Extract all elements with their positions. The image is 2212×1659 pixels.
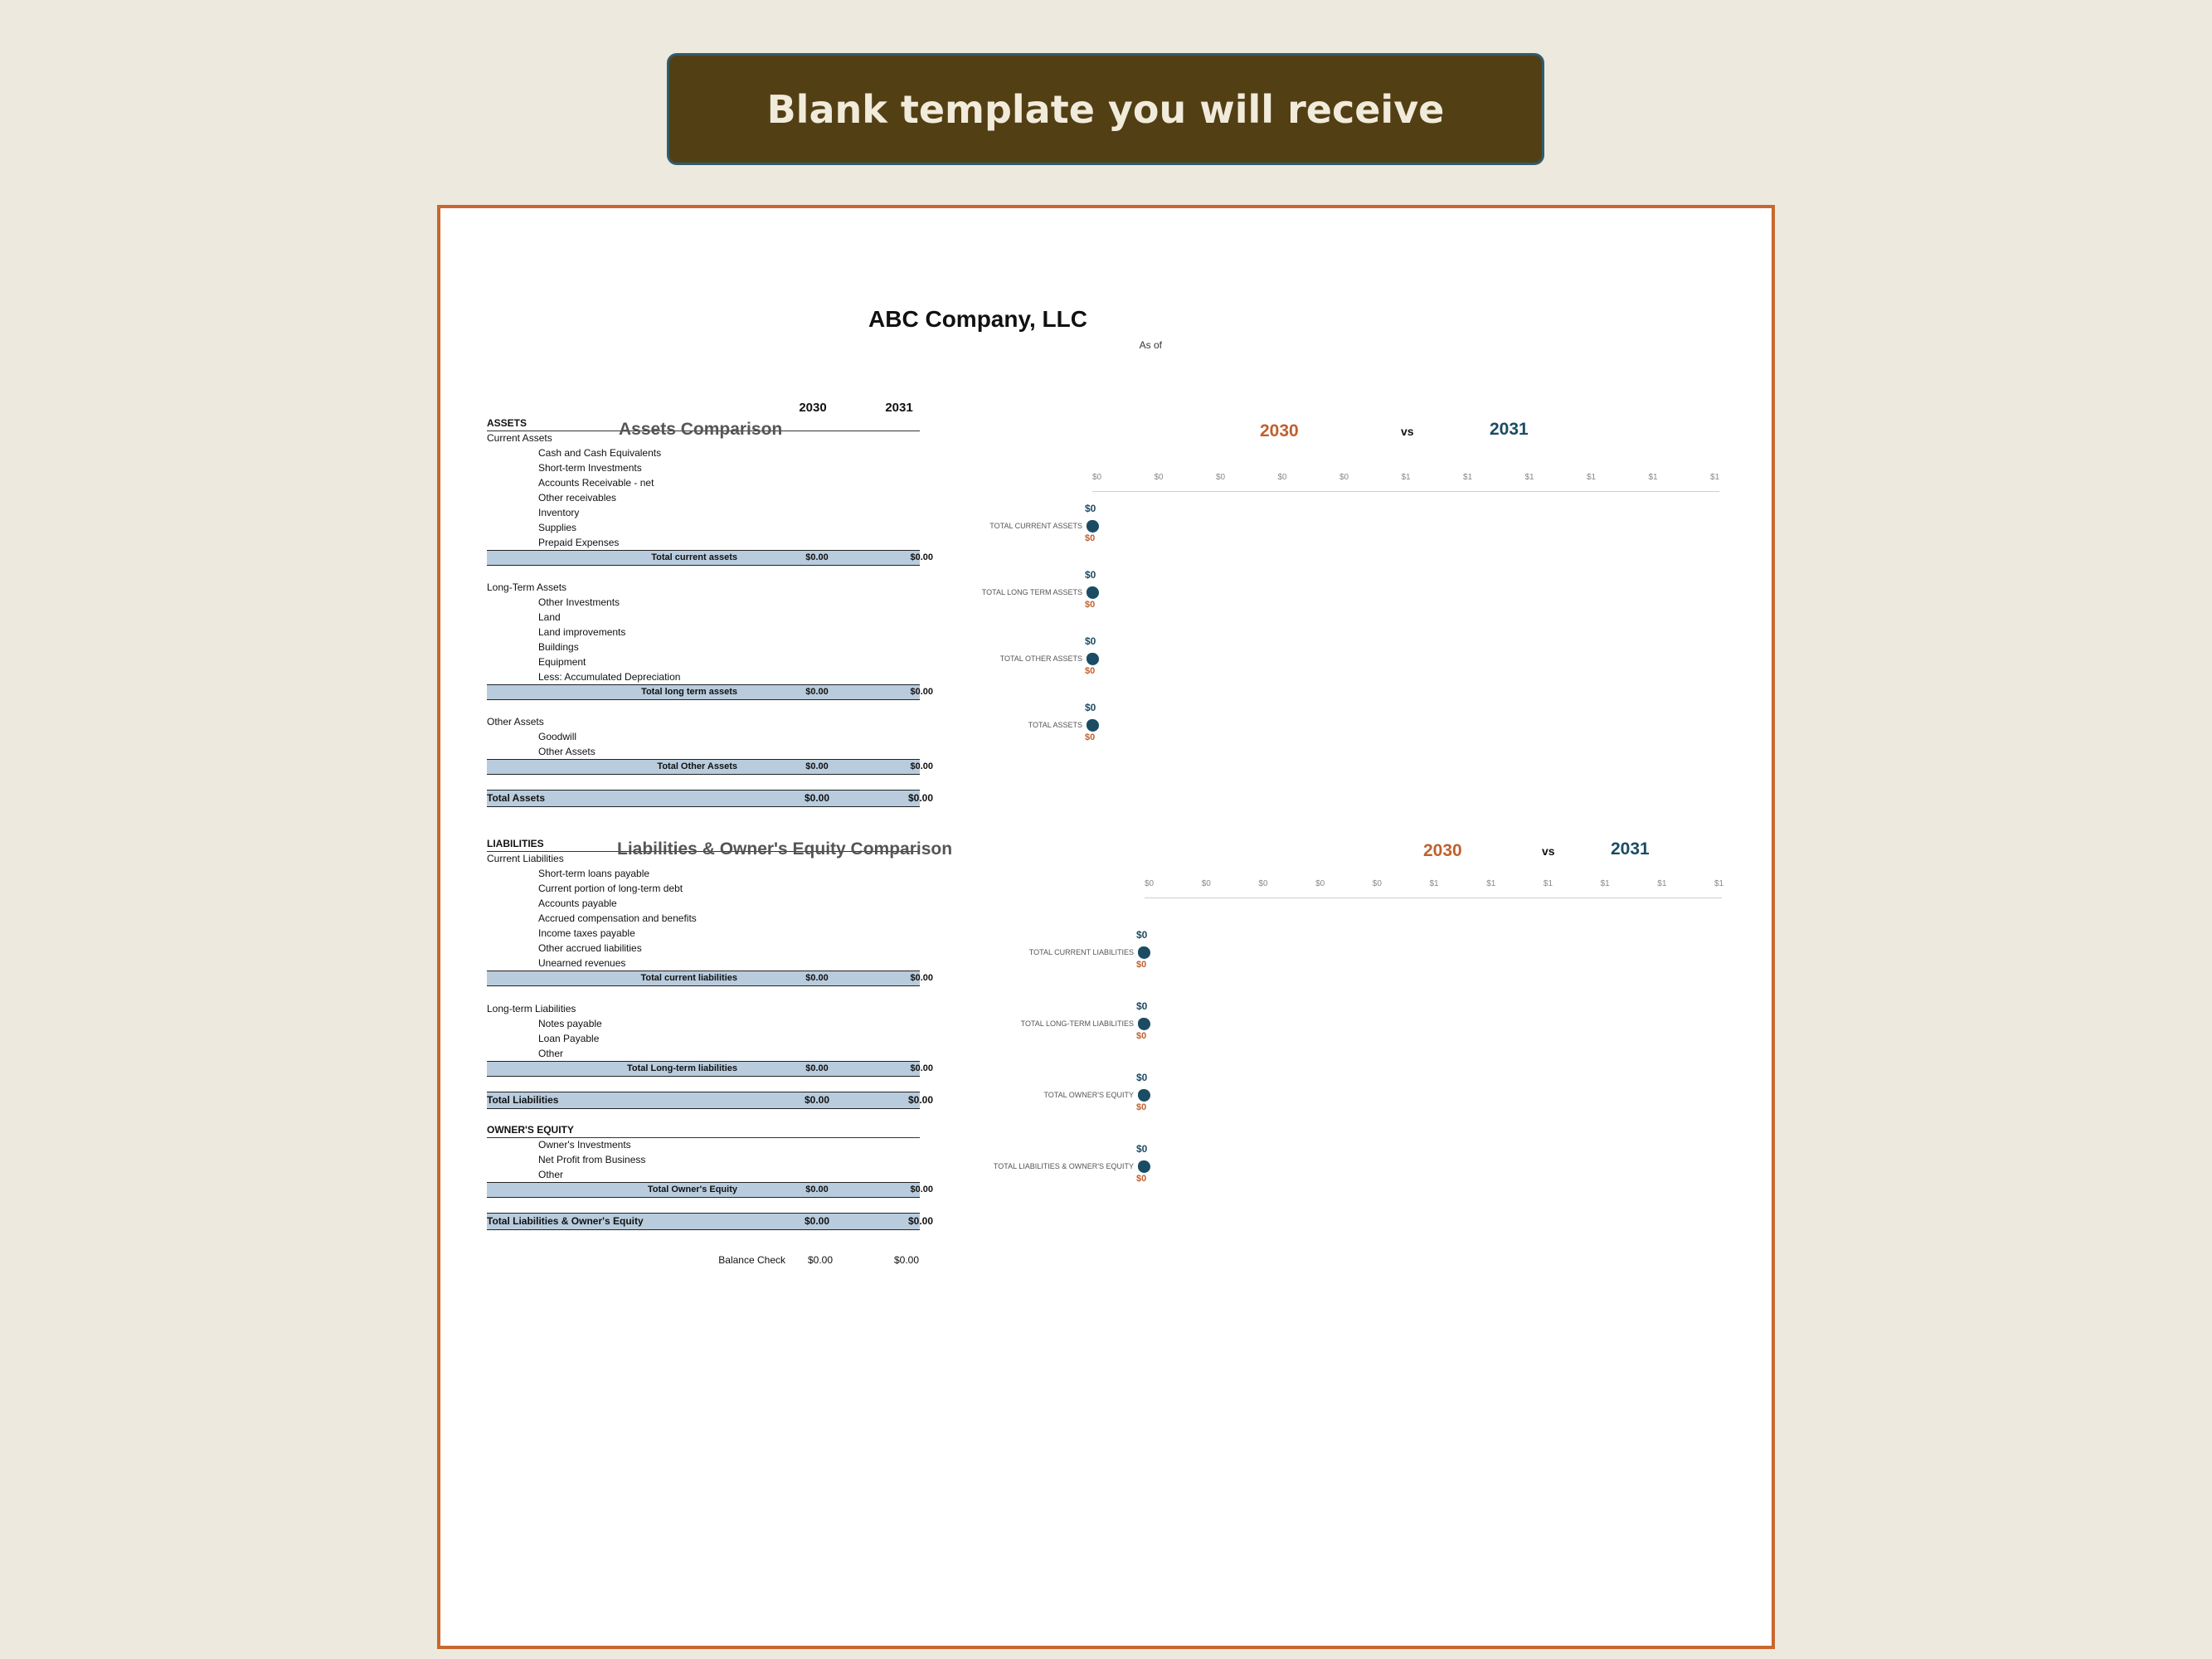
line-item-row <box>487 744 920 759</box>
line-item-row <box>487 866 920 881</box>
x-tick-label: $1 <box>1657 879 1667 888</box>
x-tick-label: $1 <box>1524 473 1534 482</box>
row-label: LIABILITIES <box>487 838 544 849</box>
category-label: TOTAL LIABILITIES & OWNER'S EQUITY <box>993 1162 1134 1170</box>
row-value-2031: $0.00 <box>910 1063 933 1073</box>
row-value-2031: $0.00 <box>910 973 933 983</box>
line-item-row <box>487 1046 920 1061</box>
x-tick-label: $1 <box>1587 473 1597 482</box>
line-item-row <box>487 445 920 460</box>
row-label: Total Long-term liabilities <box>626 1063 737 1073</box>
line-item-row <box>487 505 920 520</box>
row-label: Other Investments <box>538 596 620 608</box>
category-label: TOTAL ASSETS <box>1028 721 1082 729</box>
year-header-2: 2031 <box>885 401 913 415</box>
row-label: Unearned revenues <box>538 957 626 969</box>
data-label-2030: $0 <box>1136 1102 1147 1112</box>
row-label: Total Liabilities <box>487 1094 559 1106</box>
line-item-row <box>487 941 920 956</box>
data-label-2031: $0 <box>1136 1000 1148 1012</box>
row-label: Less: Accumulated Depreciation <box>538 671 681 683</box>
row-value-2031: $0.00 <box>907 1215 933 1227</box>
legend-vs: vs <box>1542 844 1555 858</box>
balance-check-value-1: $0.00 <box>807 1254 834 1266</box>
row-label: Other Assets <box>538 746 596 757</box>
x-tick-label: $1 <box>1600 879 1610 888</box>
row-label: Net Profit from Business <box>538 1154 646 1165</box>
x-tick-label: $1 <box>1543 879 1553 888</box>
grand-total-row <box>487 1092 933 1109</box>
row-label: Other Assets <box>487 716 544 727</box>
data-point-2030 <box>1138 1089 1149 1100</box>
data-label-2030: $0 <box>1085 732 1096 742</box>
row-label: Other receivables <box>538 492 617 504</box>
year-header-1: 2030 <box>799 401 827 415</box>
row-label: Short-term loans payable <box>538 868 650 879</box>
row-label: Equipment <box>538 656 586 668</box>
data-point-2030 <box>1087 586 1097 597</box>
row-label: Current portion of long-term debt <box>538 883 683 894</box>
row-label: Total current liabilities <box>640 973 737 983</box>
legend-year-2030: 2030 <box>1260 421 1299 440</box>
category-label: TOTAL CURRENT LIABILITIES <box>1028 948 1134 956</box>
x-tick-label: $1 <box>1714 879 1724 888</box>
row-label: Total current assets <box>651 552 737 562</box>
line-item-row <box>487 881 920 896</box>
x-tick-label: $0 <box>1154 473 1164 482</box>
row-label: Total Assets <box>487 792 546 804</box>
row-label: Short-term Investments <box>538 462 642 474</box>
data-point-2030 <box>1087 653 1097 664</box>
row-value-2030: $0.00 <box>804 792 830 804</box>
row-label: Total Owner's Equity <box>647 1185 737 1194</box>
data-point-2030 <box>1138 1018 1149 1029</box>
data-label-2031: $0 <box>1136 1072 1148 1083</box>
x-axis-line <box>1092 491 1719 492</box>
data-label-2031: $0 <box>1085 702 1096 713</box>
row-label: Inventory <box>538 507 580 518</box>
row-label: Prepaid Expenses <box>538 537 620 548</box>
row-value-2030: $0.00 <box>805 1063 829 1073</box>
as-of-label: As of <box>1139 339 1162 351</box>
balance-check-value-2: $0.00 <box>893 1254 920 1266</box>
subtotal-row <box>487 759 933 775</box>
data-label-2030: $0 <box>1136 960 1147 970</box>
data-point-2030 <box>1087 719 1097 730</box>
line-item-row <box>487 1016 920 1031</box>
x-tick-label: $0 <box>1315 879 1325 888</box>
x-tick-label: $1 <box>1429 879 1439 888</box>
x-tick-label: $0 <box>1145 879 1155 888</box>
row-label: Owner's Investments <box>538 1139 631 1151</box>
x-tick-label: $0 <box>1092 473 1102 482</box>
row-value-2031: $0.00 <box>910 761 933 771</box>
data-label-2031: $0 <box>1136 1143 1148 1155</box>
x-tick-label: $1 <box>1648 473 1658 482</box>
subtotal-row <box>487 684 933 700</box>
line-item-row <box>487 654 920 669</box>
line-item-row <box>487 460 920 475</box>
row-value-2030: $0.00 <box>805 552 829 562</box>
data-label-2031: $0 <box>1085 503 1096 514</box>
row-label: Loan Payable <box>538 1033 600 1044</box>
row-label: Long-term Liabilities <box>487 1003 576 1014</box>
data-label-2030: $0 <box>1085 666 1096 676</box>
x-tick-label: $0 <box>1201 879 1211 888</box>
header-banner <box>667 53 1544 165</box>
data-point-2030 <box>1087 520 1097 531</box>
grand-total-row <box>487 1213 933 1230</box>
line-item-row <box>487 1137 920 1152</box>
x-tick-label: $0 <box>1277 473 1287 482</box>
legend-year-2031: 2031 <box>1490 420 1529 439</box>
line-item-row <box>487 610 920 625</box>
row-value-2031: $0.00 <box>910 552 933 562</box>
line-item-row <box>487 640 920 654</box>
x-tick-label: $1 <box>1710 473 1720 482</box>
row-value-2030: $0.00 <box>805 1185 829 1194</box>
group-label-row <box>487 580 920 595</box>
category-label: TOTAL LONG TERM ASSETS <box>981 588 1082 596</box>
legend-year-2031: 2031 <box>1611 839 1650 859</box>
section-header-row <box>487 1122 920 1138</box>
subtotal-row <box>487 1061 933 1077</box>
subtotal-row <box>487 1182 933 1198</box>
row-value-2031: $0.00 <box>910 1185 933 1194</box>
x-tick-label: $0 <box>1216 473 1226 482</box>
balance-check-label: Balance Check <box>718 1254 785 1266</box>
data-label-2031: $0 <box>1085 635 1096 647</box>
line-item-row <box>487 535 920 550</box>
row-label: Land improvements <box>538 626 626 638</box>
data-label-2031: $0 <box>1136 929 1148 941</box>
row-label: Current Assets <box>487 432 552 444</box>
line-item-row <box>487 1167 920 1182</box>
row-value-2030: $0.00 <box>804 1215 830 1227</box>
row-label: Total long term assets <box>641 687 737 697</box>
legend-vs: vs <box>1401 425 1414 438</box>
line-item-row <box>487 595 920 610</box>
row-value-2030: $0.00 <box>804 1094 830 1106</box>
row-label: Total Liabilities & Owner's Equity <box>487 1215 644 1227</box>
group-label-row <box>487 1001 920 1016</box>
line-item-row <box>487 926 920 941</box>
x-tick-label: $0 <box>1339 473 1349 482</box>
x-tick-label: $0 <box>1372 879 1382 888</box>
group-label-row <box>487 714 920 729</box>
row-label: Total Other Assets <box>657 761 737 771</box>
legend-year-2030: 2030 <box>1423 841 1462 860</box>
row-label: Accrued compensation and benefits <box>538 912 697 924</box>
row-label: Accounts payable <box>538 898 617 909</box>
row-label: Notes payable <box>538 1018 602 1029</box>
banner-title: Blank template you will receive <box>766 86 1445 132</box>
company-title: ABC Company, LLC <box>868 306 1087 332</box>
row-label: Other <box>538 1169 564 1180</box>
data-label-2030: $0 <box>1136 1174 1147 1184</box>
row-label: Income taxes payable <box>538 927 635 939</box>
x-tick-label: $1 <box>1463 473 1473 482</box>
row-value-2031: $0.00 <box>910 687 933 697</box>
line-item-row <box>487 669 920 684</box>
chart-title: Assets Comparison <box>619 420 783 439</box>
data-point-2030 <box>1138 946 1149 957</box>
line-item-row <box>487 1031 920 1046</box>
subtotal-row <box>487 550 933 566</box>
data-label-2030: $0 <box>1136 1031 1147 1041</box>
x-tick-label: $1 <box>1486 879 1496 888</box>
data-label-2031: $0 <box>1085 569 1096 581</box>
row-label: Supplies <box>538 522 577 533</box>
row-label: ASSETS <box>487 417 527 429</box>
line-item-row <box>487 1152 920 1167</box>
row-label: Buildings <box>538 641 579 653</box>
row-label: Other <box>538 1048 564 1059</box>
data-label-2030: $0 <box>1085 533 1096 543</box>
x-tick-label: $0 <box>1258 879 1268 888</box>
chart-title: Liabilities & Owner's Equity Comparison <box>617 839 953 859</box>
x-tick-label: $1 <box>1401 473 1411 482</box>
line-item-row <box>487 896 920 911</box>
row-label: Land <box>538 611 561 623</box>
row-value-2030: $0.00 <box>805 761 829 771</box>
category-label: TOTAL OTHER ASSETS <box>999 654 1082 663</box>
row-value-2031: $0.00 <box>907 1094 933 1106</box>
line-item-row <box>487 729 920 744</box>
grand-total-row <box>487 790 933 807</box>
line-item-row <box>487 956 920 971</box>
line-item-row <box>487 475 920 490</box>
category-label: TOTAL LONG-TERM LIABILITIES <box>1020 1019 1134 1028</box>
line-item-row <box>487 911 920 926</box>
line-item-row <box>487 520 920 535</box>
data-point-2030 <box>1138 1160 1149 1171</box>
row-label: Goodwill <box>538 731 577 742</box>
row-label: OWNER'S EQUITY <box>487 1124 574 1136</box>
row-label: Current Liabilities <box>487 853 564 864</box>
row-label: Cash and Cash Equivalents <box>538 447 662 459</box>
line-item-row <box>487 625 920 640</box>
category-label: TOTAL OWNER'S EQUITY <box>1043 1091 1134 1099</box>
row-value-2030: $0.00 <box>805 687 829 697</box>
row-value-2030: $0.00 <box>805 973 829 983</box>
data-label-2030: $0 <box>1085 600 1096 610</box>
balance-sheet-page <box>437 205 1775 1649</box>
row-label: Long-Term Assets <box>487 581 567 593</box>
category-label: TOTAL CURRENT ASSETS <box>989 522 1082 530</box>
subtotal-row <box>487 971 933 986</box>
row-label: Accounts Receivable - net <box>538 477 654 489</box>
row-label: Other accrued liabilities <box>538 942 642 954</box>
line-item-row <box>487 490 920 505</box>
row-value-2031: $0.00 <box>907 792 933 804</box>
